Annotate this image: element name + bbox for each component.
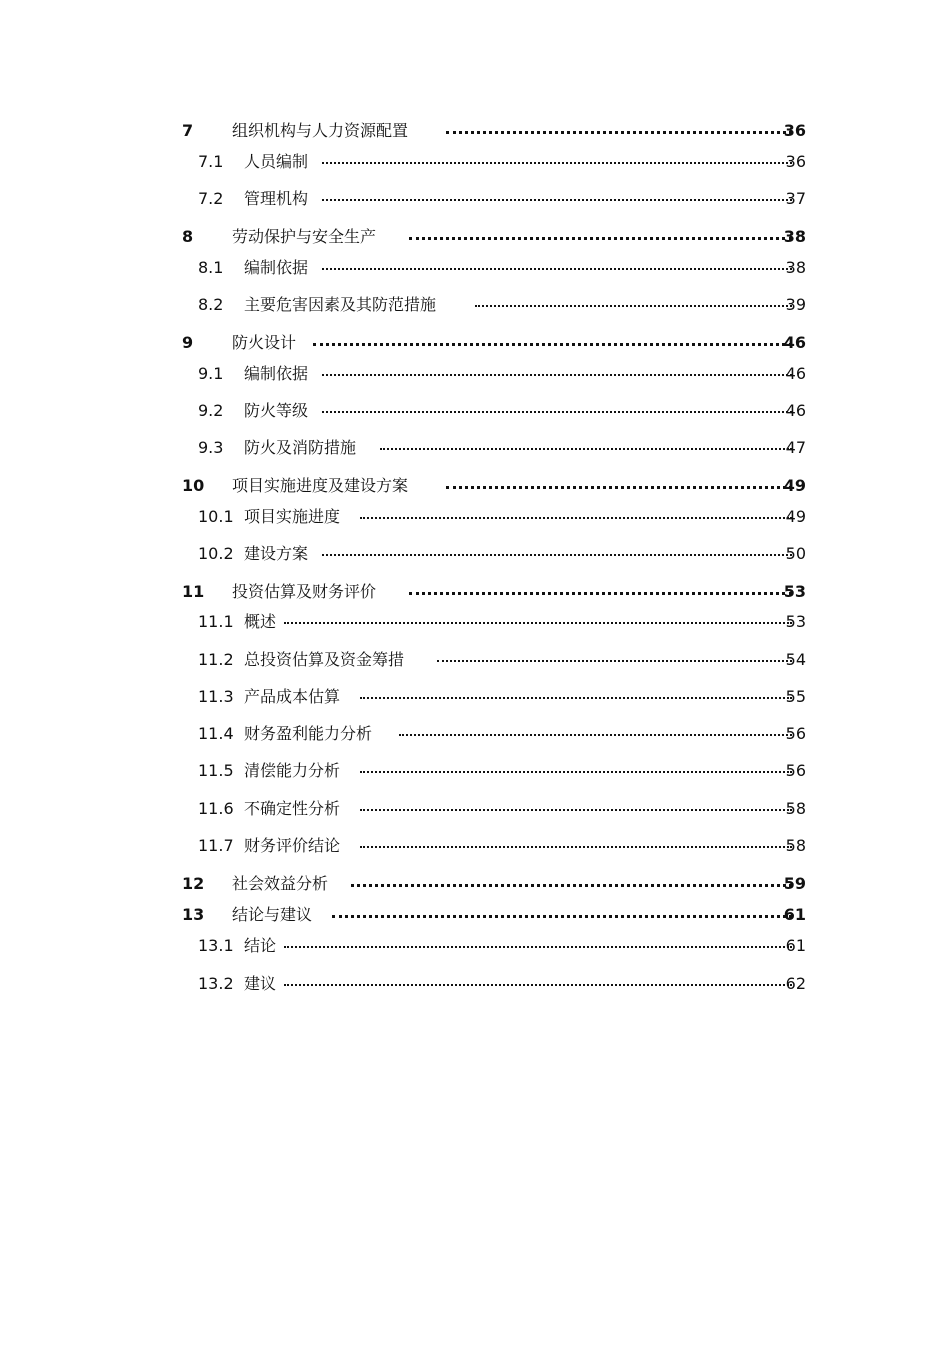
toc-entry[interactable] [0, 903, 950, 927]
section-number: 11.3 [198, 687, 234, 706]
toc-entry[interactable] [0, 872, 950, 896]
section-title: 劳动保护与安全生产 [232, 227, 377, 246]
toc-entry[interactable] [0, 934, 950, 958]
page-number: 38 [785, 258, 806, 277]
section-title: 项目实施进度及建设方案 [232, 476, 409, 495]
section-number: 11.5 [198, 761, 234, 780]
dot-leader [399, 734, 792, 736]
page-number: 39 [785, 295, 806, 314]
section-title: 防火等级 [244, 401, 309, 420]
toc-entry[interactable] [0, 580, 950, 604]
toc-entry[interactable] [0, 187, 950, 211]
toc-entry[interactable] [0, 399, 950, 423]
section-number: 9.1 [198, 364, 224, 383]
dot-leader [360, 771, 792, 773]
page-number: 59 [783, 874, 806, 893]
page-number: 47 [785, 438, 806, 457]
section-number: 8.2 [198, 295, 224, 314]
section-number: 7.2 [198, 189, 224, 208]
section-title: 清偿能力分析 [244, 761, 341, 780]
page-number: 46 [783, 333, 806, 352]
dot-leader [322, 554, 792, 556]
section-number: 11.7 [198, 836, 234, 855]
section-number: 10.1 [198, 507, 234, 526]
page-number: 53 [785, 612, 806, 631]
section-title: 人员编制 [244, 152, 309, 171]
section-number: 11.2 [198, 650, 234, 669]
section-title: 财务盈利能力分析 [244, 724, 373, 743]
section-number: 13.1 [198, 936, 234, 955]
section-number: 12 [182, 874, 205, 893]
section-title: 结论 [244, 936, 277, 955]
section-title: 结论与建议 [232, 905, 313, 924]
dot-leader [360, 697, 792, 699]
page-number: 62 [785, 974, 806, 993]
section-number: 11.1 [198, 612, 234, 631]
dot-leader [360, 846, 792, 848]
page-number: 50 [785, 544, 806, 563]
toc-entry[interactable] [0, 150, 950, 174]
toc-entry[interactable] [0, 362, 950, 386]
section-title: 管理机构 [244, 189, 309, 208]
section-title: 编制依据 [244, 364, 309, 383]
page-number: 56 [785, 724, 806, 743]
section-title: 产品成本估算 [244, 687, 341, 706]
dot-leader [446, 486, 792, 489]
section-number: 8 [182, 227, 194, 246]
section-title: 财务评价结论 [244, 836, 341, 855]
toc-entry[interactable] [0, 505, 950, 529]
dot-leader [380, 448, 792, 450]
page-number: 36 [783, 121, 806, 140]
section-title: 编制依据 [244, 258, 309, 277]
toc-entry[interactable] [0, 542, 950, 566]
section-number: 10 [182, 476, 205, 495]
section-number: 7.1 [198, 152, 224, 171]
section-title: 不确定性分析 [244, 799, 341, 818]
section-title: 主要危害因素及其防范措施 [244, 295, 437, 314]
dot-leader [475, 305, 792, 307]
section-title: 防火及消防措施 [244, 438, 357, 457]
section-number: 13.2 [198, 974, 234, 993]
toc-entry[interactable] [0, 972, 950, 996]
dot-leader [409, 592, 792, 595]
toc-entry[interactable] [0, 331, 950, 355]
section-title: 建议 [244, 974, 277, 993]
toc-entry[interactable] [0, 722, 950, 746]
dot-leader [437, 660, 792, 662]
dot-leader [322, 411, 792, 413]
dot-leader [322, 374, 792, 376]
toc-entry[interactable] [0, 610, 950, 634]
page-number: 61 [783, 905, 806, 924]
toc-entry[interactable] [0, 797, 950, 821]
section-number: 11.4 [198, 724, 234, 743]
section-title: 社会效益分析 [232, 874, 329, 893]
dot-leader [360, 517, 792, 519]
section-title: 总投资估算及资金筹措 [244, 650, 405, 669]
page-number: 58 [785, 799, 806, 818]
page-number: 56 [785, 761, 806, 780]
section-title: 概述 [244, 612, 277, 631]
toc-entry[interactable] [0, 759, 950, 783]
dot-leader [351, 884, 792, 887]
dot-leader [446, 131, 792, 134]
section-number: 9.2 [198, 401, 224, 420]
dot-leader [313, 343, 792, 346]
page-number: 54 [785, 650, 806, 669]
dot-leader [284, 622, 792, 624]
toc-entry[interactable] [0, 256, 950, 280]
page-number: 49 [783, 476, 806, 495]
section-number: 13 [182, 905, 205, 924]
page-number: 53 [783, 582, 806, 601]
section-number: 9.3 [198, 438, 224, 457]
toc-entry[interactable] [0, 225, 950, 249]
section-title: 组织机构与人力资源配置 [232, 121, 409, 140]
section-number: 10.2 [198, 544, 234, 563]
section-title: 防火设计 [232, 333, 297, 352]
page-number: 55 [785, 687, 806, 706]
toc-entry[interactable] [0, 648, 950, 672]
section-title: 项目实施进度 [244, 507, 341, 526]
toc-entry[interactable] [0, 293, 950, 317]
section-number: 9 [182, 333, 194, 352]
page-number: 61 [785, 936, 806, 955]
section-number: 8.1 [198, 258, 224, 277]
page-number: 38 [783, 227, 806, 246]
toc-entry[interactable] [0, 119, 950, 143]
dot-leader [322, 268, 792, 270]
dot-leader [332, 915, 792, 918]
page-number: 58 [785, 836, 806, 855]
dot-leader [360, 809, 792, 811]
page-number: 46 [785, 401, 806, 420]
dot-leader [284, 946, 792, 948]
toc-entry[interactable] [0, 436, 950, 460]
section-title: 投资估算及财务评价 [232, 582, 377, 601]
page-number: 37 [785, 189, 806, 208]
toc-entry[interactable] [0, 474, 950, 498]
page-number: 49 [785, 507, 806, 526]
dot-leader [322, 199, 792, 201]
page-number: 36 [785, 152, 806, 171]
section-number: 11 [182, 582, 205, 601]
section-title: 建设方案 [244, 544, 309, 563]
toc-entry[interactable] [0, 685, 950, 709]
dot-leader [284, 984, 792, 986]
toc-entry[interactable] [0, 834, 950, 858]
dot-leader [322, 162, 792, 164]
section-number: 11.6 [198, 799, 234, 818]
dot-leader [409, 237, 792, 240]
page-number: 46 [785, 364, 806, 383]
section-number: 7 [182, 121, 194, 140]
